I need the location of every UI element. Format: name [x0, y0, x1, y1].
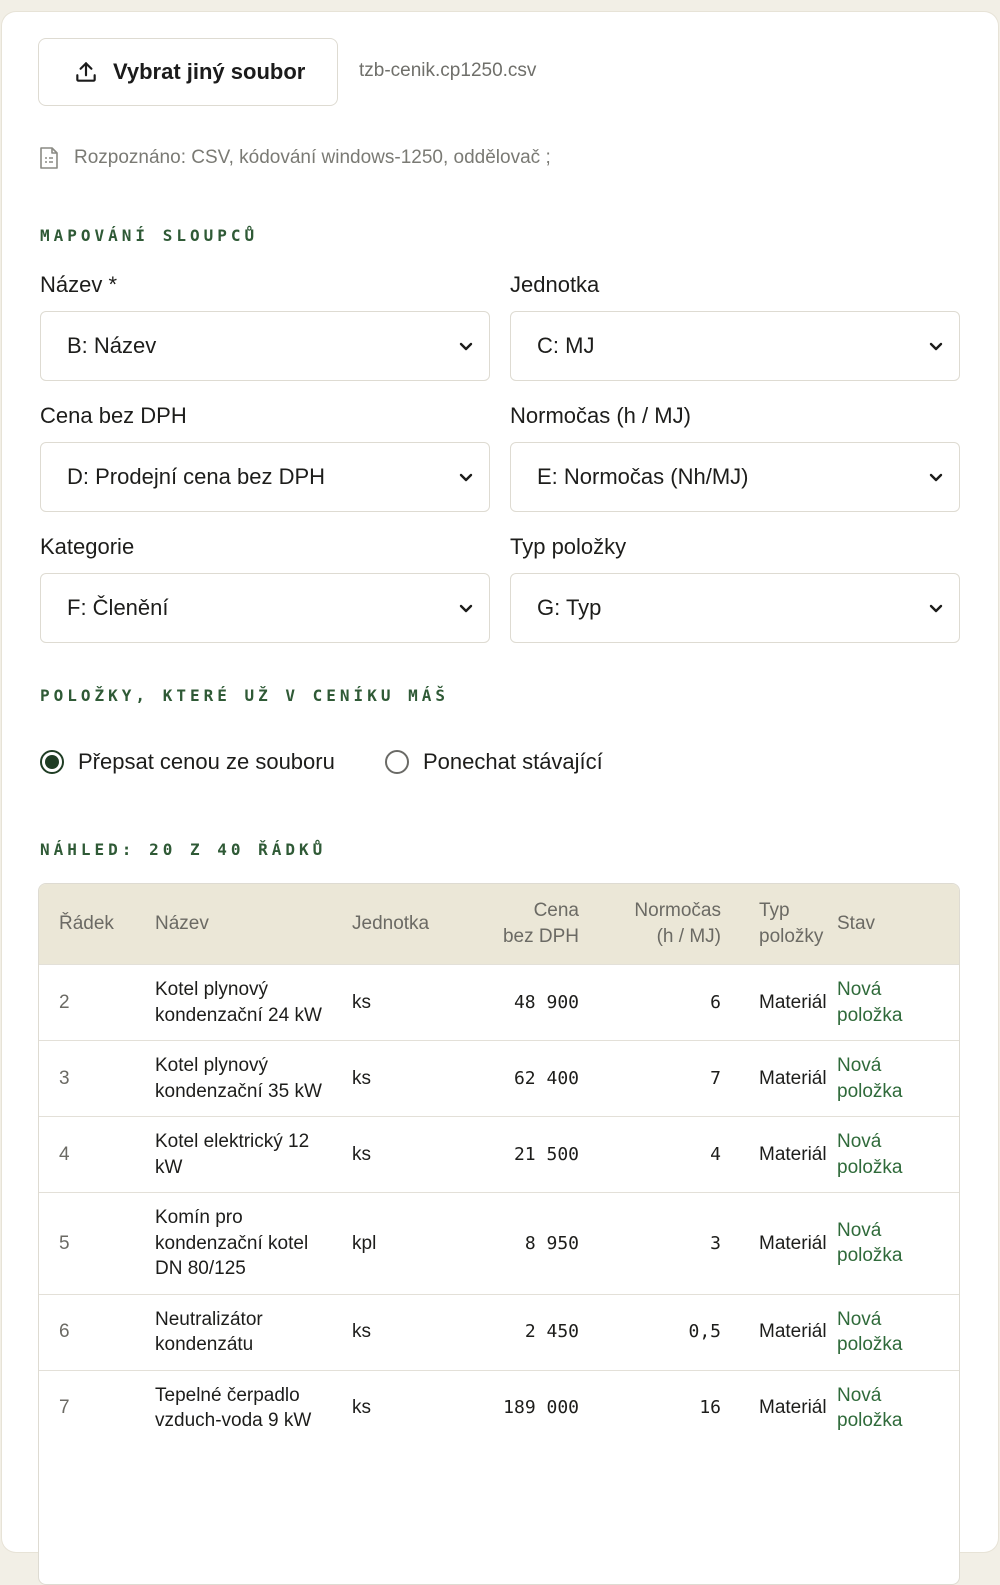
- cell-row-number: 5: [39, 1193, 155, 1295]
- cell-name: Kotel plynový kondenzační 24 kW: [155, 965, 352, 1041]
- header-name: Název: [155, 884, 352, 965]
- chevron-down-icon: [927, 337, 945, 355]
- cell-time: 3: [579, 1193, 721, 1295]
- file-name: tzb-cenik.cp1250.csv: [359, 60, 537, 81]
- unit-column-select[interactable]: [510, 311, 960, 381]
- table-row: [39, 1193, 959, 1295]
- cell-type: Materiál: [721, 1041, 837, 1117]
- preview-section-title: NÁHLED: 20 Z 40 ŘÁDKŮ: [40, 840, 327, 859]
- type-column-select[interactable]: [510, 573, 960, 643]
- cell-name: Kotel elektrický 12 kW: [155, 1117, 352, 1193]
- cell-time: 6: [579, 965, 721, 1041]
- cell-unit: ks: [352, 1370, 467, 1446]
- cell-type: Materiál: [721, 1370, 837, 1446]
- header-unit: Jednotka: [352, 884, 467, 965]
- header-price: Cena bez DPH: [467, 884, 579, 965]
- radio-keep[interactable]: [385, 749, 603, 775]
- chevron-down-icon: [457, 337, 475, 355]
- time-field-label: Normočas (h / MJ): [510, 403, 691, 428]
- cell-price: 62 400: [467, 1041, 579, 1117]
- radio-keep-label: Ponechat stávající: [423, 749, 603, 774]
- cell-status: Nová položka: [837, 1117, 959, 1193]
- name-field-label: Název *: [40, 272, 118, 297]
- cell-status: Nová položka: [837, 965, 959, 1041]
- cell-row-number: 4: [39, 1117, 155, 1193]
- table-row: [39, 1294, 959, 1370]
- price-column-value: D: Prodejní cena bez DPH: [67, 464, 326, 489]
- detection-text: Rozpoznáno: CSV, kódování windows-1250, oddělovač ;: [74, 147, 551, 168]
- cell-status: Nová položka: [837, 1193, 959, 1295]
- existing-section-title: POLOŽKY, KTERÉ UŽ V CENÍKU MÁŠ: [40, 686, 449, 705]
- cell-price: 189 000: [467, 1370, 579, 1446]
- cell-row-number: 7: [39, 1370, 155, 1446]
- cell-unit: ks: [352, 965, 467, 1041]
- radio-checked-icon: [40, 750, 64, 774]
- name-column-select[interactable]: [40, 311, 490, 381]
- cell-price: 2 450: [467, 1294, 579, 1370]
- chevron-down-icon: [927, 599, 945, 617]
- cell-row-number: 6: [39, 1294, 155, 1370]
- category-column-value: F: Členění: [67, 595, 169, 620]
- cell-name: Neutralizátor kondenzátu: [155, 1294, 352, 1370]
- preview-table: [38, 883, 960, 1585]
- cell-type: Materiál: [721, 965, 837, 1041]
- cell-unit: ks: [352, 1294, 467, 1370]
- header-row: Řádek: [39, 884, 155, 965]
- type-column-value: G: Typ: [537, 595, 602, 620]
- detection-info: [38, 146, 551, 170]
- cell-time: 16: [579, 1370, 721, 1446]
- type-field-label: Typ položky: [510, 534, 627, 559]
- cell-type: Materiál: [721, 1294, 837, 1370]
- cell-type: Materiál: [721, 1193, 837, 1295]
- chevron-down-icon: [927, 468, 945, 486]
- header-type: Typ položky: [721, 884, 837, 965]
- cell-price: 8 950: [467, 1193, 579, 1295]
- cell-name: Tepelné čerpadlo vzduch-voda 9 kW: [155, 1370, 352, 1446]
- cell-status: Nová položka: [837, 1370, 959, 1446]
- time-column-select[interactable]: [510, 442, 960, 512]
- mapping-section-title: MAPOVÁNÍ SLOUPCŮ: [40, 226, 259, 245]
- table-row: [39, 1117, 959, 1193]
- choose-file-label: Vybrat jiný soubor: [113, 59, 306, 84]
- cell-row-number: 3: [39, 1041, 155, 1117]
- category-column-select[interactable]: [40, 573, 490, 643]
- cell-time: 7: [579, 1041, 721, 1117]
- cell-unit: ks: [352, 1117, 467, 1193]
- header-time: Normočas (h / MJ): [579, 884, 721, 965]
- cell-type: Materiál: [721, 1117, 837, 1193]
- cell-price: 21 500: [467, 1117, 579, 1193]
- document-icon: [38, 146, 60, 170]
- cell-status: Nová položka: [837, 1294, 959, 1370]
- table-row: [39, 1041, 959, 1117]
- unit-field-label: Jednotka: [510, 272, 600, 297]
- unit-column-value: C: MJ: [537, 333, 595, 358]
- cell-unit: ks: [352, 1041, 467, 1117]
- price-column-select[interactable]: [40, 442, 490, 512]
- choose-file-button[interactable]: [38, 38, 338, 106]
- price-field-label: Cena bez DPH: [40, 403, 187, 428]
- radio-unchecked-icon: [385, 750, 409, 774]
- header-status: Stav: [837, 884, 959, 965]
- chevron-down-icon: [457, 599, 475, 617]
- cell-name: Kotel plynový kondenzační 35 kW: [155, 1041, 352, 1117]
- table-row: [39, 1370, 959, 1446]
- cell-price: 48 900: [467, 965, 579, 1041]
- chevron-down-icon: [457, 468, 475, 486]
- category-field-label: Kategorie: [40, 534, 135, 559]
- radio-overwrite[interactable]: [40, 749, 335, 775]
- radio-overwrite-label: Přepsat cenou ze souboru: [78, 749, 335, 774]
- table-row: [39, 965, 959, 1041]
- cell-status: Nová položka: [837, 1041, 959, 1117]
- cell-unit: kpl: [352, 1193, 467, 1295]
- cell-name: Komín pro kondenzační kotel DN 80/125: [155, 1193, 352, 1295]
- name-column-value: B: Název: [67, 333, 157, 358]
- cell-time: 0,5: [579, 1294, 721, 1370]
- cell-row-number: 2: [39, 965, 155, 1041]
- table-header-row: [39, 884, 959, 965]
- time-column-value: E: Normočas (Nh/MJ): [537, 464, 749, 489]
- cell-time: 4: [579, 1117, 721, 1193]
- upload-icon: [73, 59, 99, 85]
